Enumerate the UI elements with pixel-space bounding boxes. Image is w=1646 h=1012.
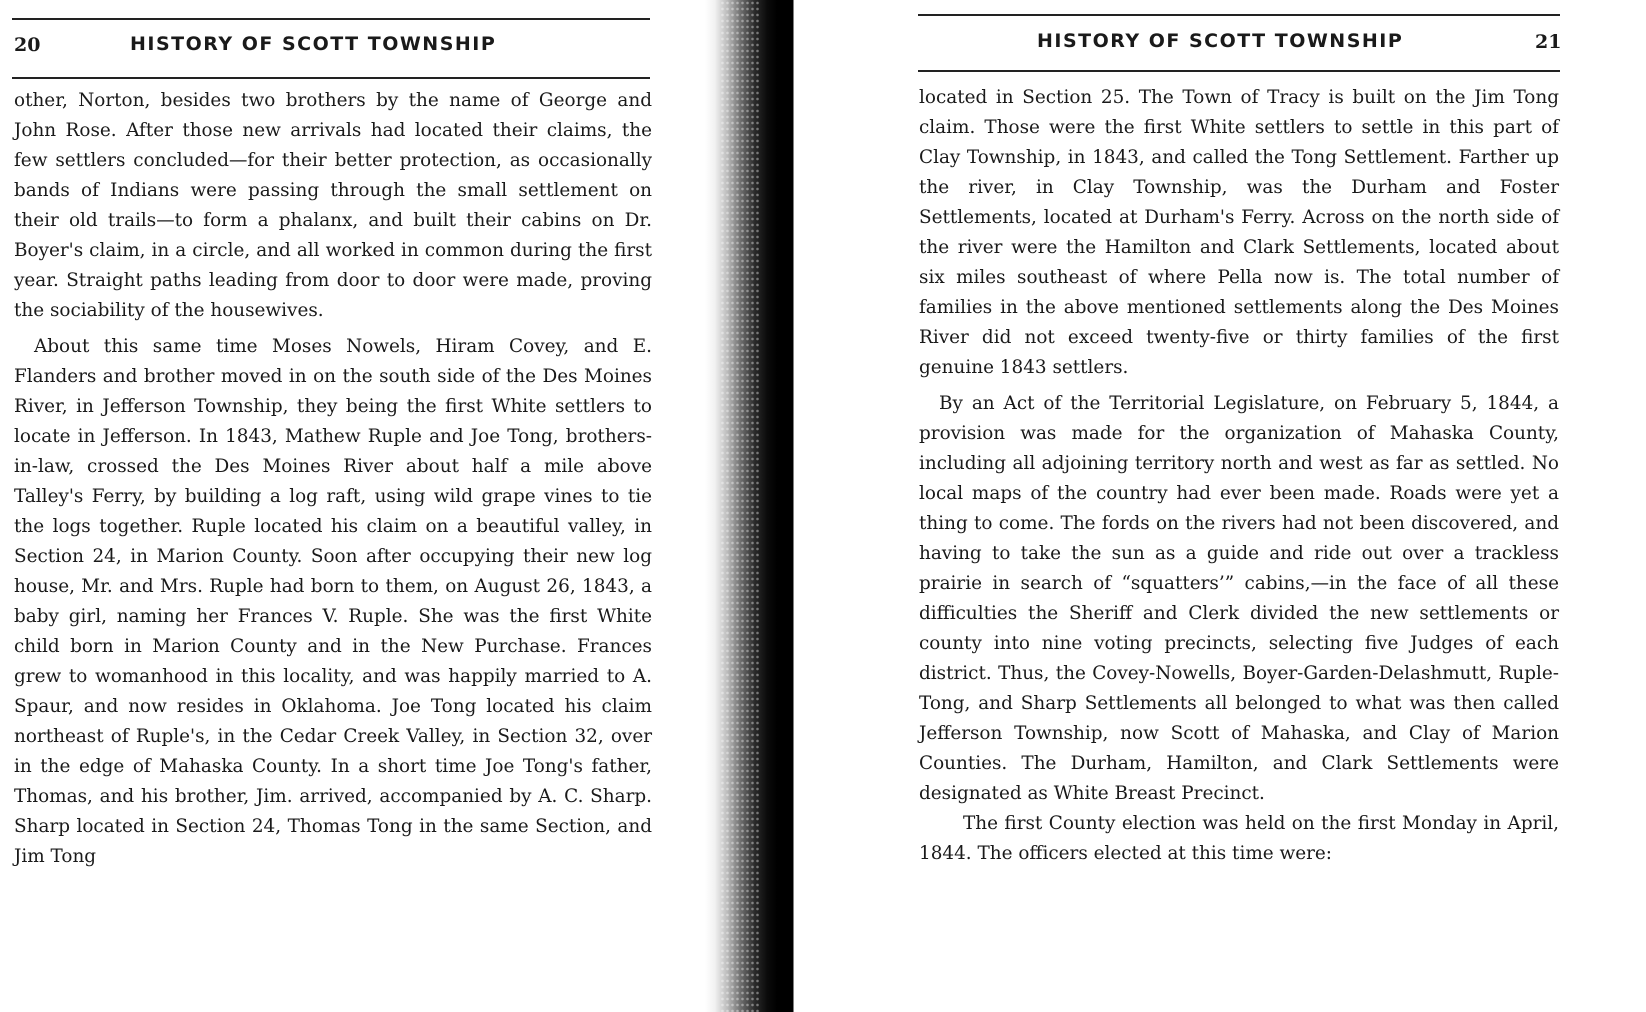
gutter-scan-noise — [720, 0, 760, 1012]
left-paragraph-2: About this same time Moses Nowels, Hiram Covey, and E. Flanders and brother moved in on the south side of the Des Moines River, in Jefferson Township, they being the first White settlers to locate in Jefferson. In 1843, Mathew Ruple and Joe Tong, brothers-in-law, crossed the Des Moines River about half a mile above Talley's Ferry, by building a log raft, using wild grape vines to tie the logs together. Ruple located his claim on a beautiful valley, in Section 24, in Marion County. Soon after occupying their new log house, Mr. and Mrs. Ruple had born to them, on August 26, 1843, a baby girl, naming her Frances V. Ruple. She was the first White child born in Marion County and in the New Purchase. Frances grew to womanhood in this locality, and was happily married to A. Spaur, and now resides in Oklahoma. Joe Tong located his claim northeast of Ruple's, in the Cedar Creek Valley, in Section 32, over in the edge of Mahaska County. In a short time Joe Tong's father, Thomas, and his brother, Jim. arrived, accompanied by A. C. Sharp. Sharp located in Section 24, Thomas Tong in the same Section, and Jim Tong — [14, 336, 652, 867]
right-paragraph-3: The first County election was held on the first Monday in April, 1844. The officers elected at this time were: — [919, 813, 1559, 864]
left-running-head: HISTORY OF SCOTT TOWNSHIP — [130, 33, 497, 55]
right-paragraph-2: By an Act of the Territorial Legislature, on February 5, 1844, a provision was made for the organization of Mahaska County, including all adjoining territory north and west as far as settled. No local maps of the country had ever been made. Roads were yet a thing to come. The fords on the rivers had not been discovered, and having to take the sun as a guide and ride out over a trackless prairie in search of “squatters’” cabins,—in the face of all these difficulties the Sheriff and Clerk divided the new settlements or county into nine voting precincts, selecting five Judges of each district. Thus, the Covey-Nowells, Boyer-Garden-Delashmutt, Ruple-Tong, and Sharp Settlements all belonged to what was then called Jefferson Township, now Scott of Mahaska, and Clay of Marion Counties. The Durham, Hamilton, and Clark Settlements were designated as White Breast Precinct. — [919, 393, 1559, 804]
left-body-text — [14, 86, 652, 872]
right-running-head: HISTORY OF SCOTT TOWNSHIP — [1037, 30, 1404, 52]
left-header-rule-bottom — [12, 77, 650, 79]
right-paragraph-1: located in Section 25. The Town of Tracy is built on the Jim Tong claim. Those were the first White settlers to settle in this part of Clay Township, in 1843, and called the Tong Settlement. Farther up the river, in Clay Township, was the Durham and Foster Settlements, located at Durham's Ferry. Across on the north side of the river were the Hamilton and Clark Settlements, located about six miles southeast of where Pella now is. The total number of families in the above mentioned settlements along the Des Moines River did not exceed twenty-five or thirty families of the first genuine 1843 settlers. — [919, 87, 1559, 378]
left-header-rule-top — [12, 18, 650, 20]
right-page-number: 21 — [1535, 31, 1562, 53]
left-paragraph-1: other, Norton, besides two brothers by the name of George and John Rose. After those new arrivals had located their claims, the few settlers concluded—for their better protection, as occasionally bands of Indians were passing through the small settlement on their old trails—to form a phalanx, and built their cabins on Dr. Boyer's claim, in a circle, and all worked in common during the first year. Straight paths leading from door to door were made, proving the sociability of the housewives. — [14, 90, 652, 321]
right-header-rule-top — [918, 14, 1560, 16]
right-body-text — [919, 83, 1559, 869]
left-page-number: 20 — [14, 34, 41, 56]
right-header-rule-bottom — [918, 70, 1560, 72]
